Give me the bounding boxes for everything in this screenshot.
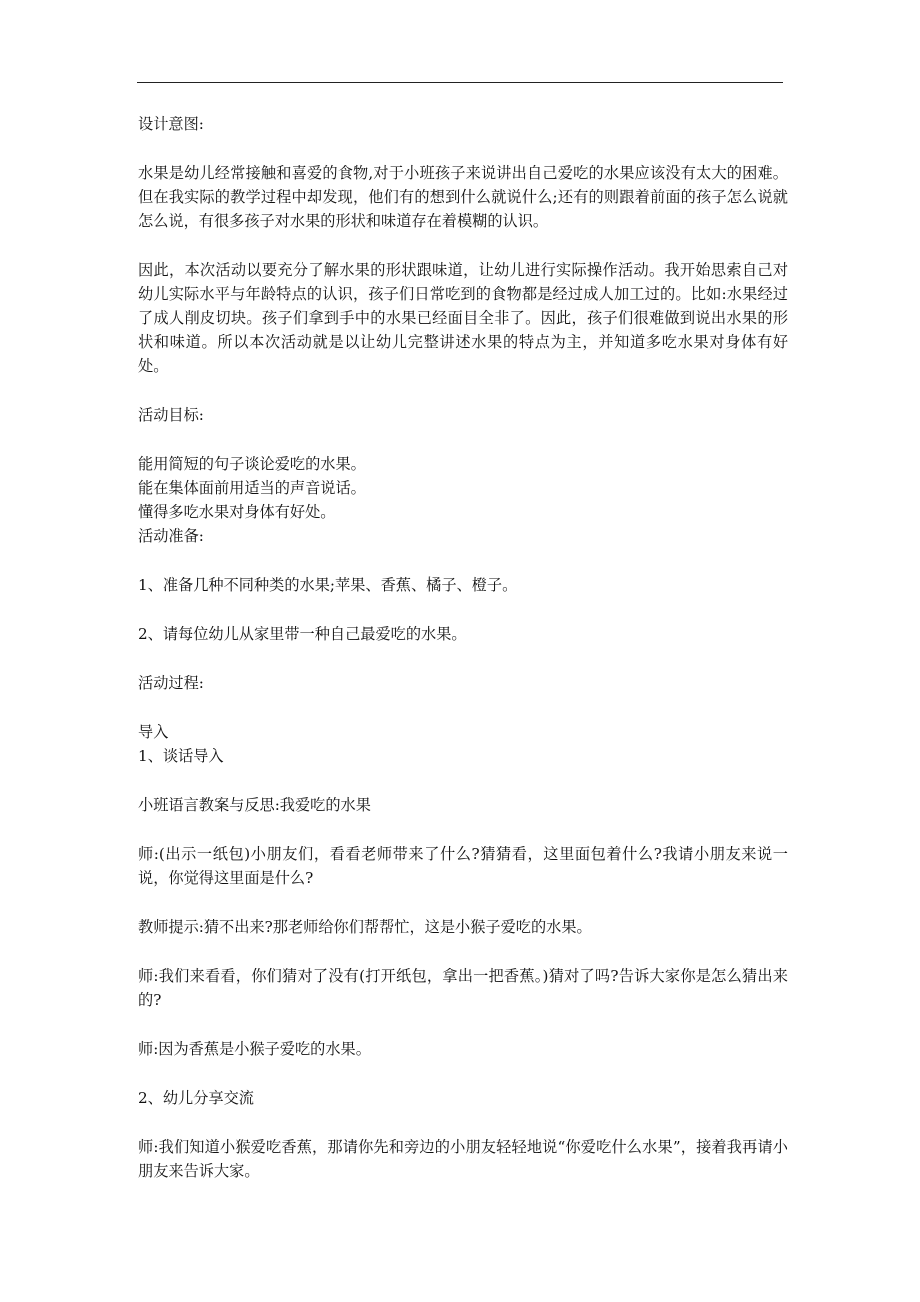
dialogue-paragraph: 师:我们知道小猴爱吃香蕉，那请你先和旁边的小朋友轻轻地说“你爱吃什么水果”，接着我再请小朋友来告诉大家。 xyxy=(138,1138,788,1180)
preparation-item: 2、请每位幼儿从家里带一种自己最爱吃的水果。 xyxy=(138,625,467,643)
goal-item: 能在集体面前用适当的声音说话。 xyxy=(138,479,366,497)
header-rule xyxy=(137,82,783,83)
lesson-title: 小班语言教案与反思:我爱吃的水果 xyxy=(138,796,371,814)
step-heading: 2、幼儿分享交流 xyxy=(138,1089,254,1107)
paragraph-reasoning: 因此，本次活动以要充分了解水果的形状跟味道，让幼儿进行实际操作活动。我开始思索自己对幼儿实际水平与年龄特点的认识，孩子们日常吃到的食物都是经过成人加工过的。比如:水果经过了成人削皮切块。孩子们拿到手中的水果已经面目全非了。因此，孩子们很难做到说出水果的形状和味道。所以本次活动就是以让幼儿完整讲述水果的特点为主，并知道多吃水果对身体有好处。 xyxy=(138,261,788,375)
goal-item: 懂得多吃水果对身体有好处。 xyxy=(138,503,336,521)
dialogue-paragraph: 师:(出示一纸包)小朋友们，看看老师带来了什么?猜猜看，这里面包着什么?我请小朋友来说一说，你觉得这里面是什么? xyxy=(138,845,788,887)
dialogue-paragraph: 教师提示:猜不出来?那老师给你们帮帮忙，这是小猴子爱吃的水果。 xyxy=(138,918,592,936)
dialogue-paragraph: 师:我们来看看，你们猜对了没有(打开纸包，拿出一把香蕉。)猜对了吗?告诉大家你是怎么猜出来的? xyxy=(138,967,788,1009)
heading-activity-preparation: 活动准备: xyxy=(138,527,204,545)
dialogue-paragraph: 师:因为香蕉是小猴子爱吃的水果。 xyxy=(138,1040,371,1058)
document-body xyxy=(138,112,788,1183)
heading-activity-process: 活动过程: xyxy=(138,674,204,692)
heading-activity-goals: 活动目标: xyxy=(138,406,204,424)
step-heading: 1、谈话导入 xyxy=(138,747,224,765)
heading-introduction: 导入 xyxy=(138,723,169,741)
heading-design-intent: 设计意图: xyxy=(138,115,204,133)
preparation-item: 1、准备几种不同种类的水果;苹果、香蕉、橘子、橙子。 xyxy=(138,576,518,594)
goal-item: 能用简短的句子谈论爱吃的水果。 xyxy=(138,455,366,473)
paragraph-design-intent: 水果是幼儿经常接触和喜爱的食物,对于小班孩子来说讲出自己爱吃的水果应该没有太大的困难。但在我实际的教学过程中却发现，他们有的想到什么就说什么;还有的则跟着前面的孩子怎么说就怎么说，有很多孩子对水果的形状和味道存在着模糊的认识。 xyxy=(138,164,788,230)
